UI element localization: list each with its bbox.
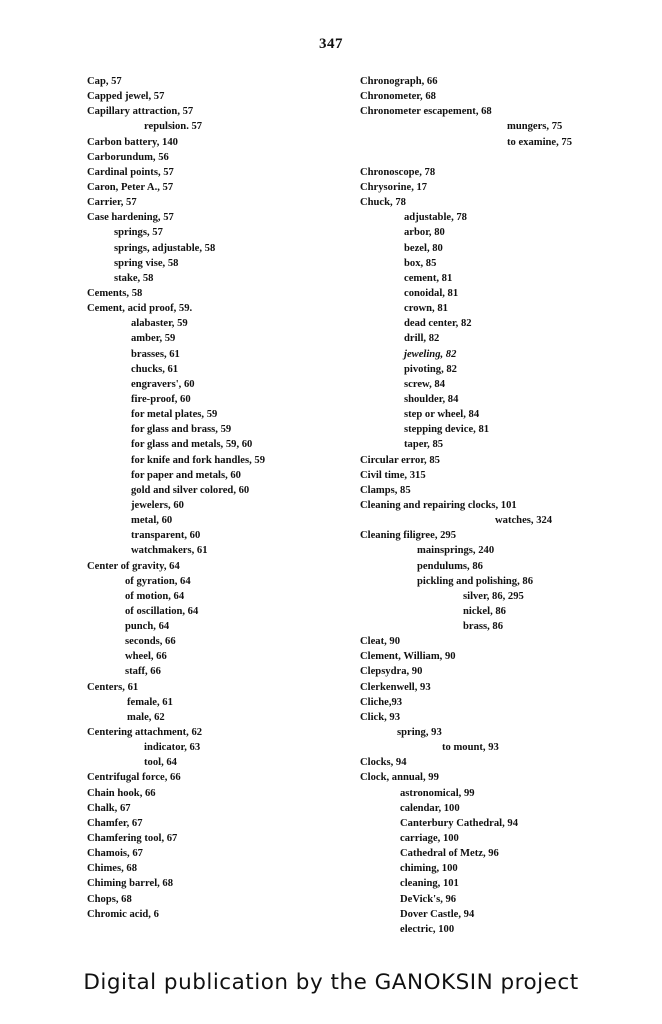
index-entry: drill, 82 xyxy=(404,333,440,345)
index-entry: female, 61 xyxy=(127,696,173,708)
index-entry: Chrysorine, 17 xyxy=(360,181,428,193)
index-entry: jeweling, 82 xyxy=(404,348,457,360)
index-entry: Clerkenwell, 93 xyxy=(360,681,431,693)
index-entry: bezel, 80 xyxy=(404,242,443,254)
index-entry: male, 62 xyxy=(127,711,165,723)
index-entry: metal, 60 xyxy=(131,515,173,527)
index-entry: wheel, 66 xyxy=(125,651,167,663)
index-column-left xyxy=(87,74,347,922)
index-entry: conoidal, 81 xyxy=(404,287,459,299)
index-entry: box, 85 xyxy=(404,257,437,269)
index-entry: to mount, 93 xyxy=(442,742,499,754)
index-entry: mainsprings, 240 xyxy=(417,545,495,557)
index-entry: Click, 93 xyxy=(360,711,401,723)
index-entry: for knife and fork handles, 59 xyxy=(131,454,266,466)
index-entry: arbor, 80 xyxy=(404,227,445,239)
index-entry: spring vise, 58 xyxy=(114,257,179,269)
index-entry: spring, 93 xyxy=(397,727,442,739)
publication-footer: Digital publication by the GANOKSIN project xyxy=(83,970,579,995)
index-entry: Canterbury Cathedral, 94 xyxy=(400,817,518,829)
index-entry: stake, 58 xyxy=(114,272,154,284)
index-entry: Chops, 68 xyxy=(87,893,132,905)
index-entry xyxy=(360,150,600,165)
index-entry: stepping device, 81 xyxy=(404,424,490,436)
index-entry: pivoting, 82 xyxy=(404,363,457,375)
index-entry: Centrifugal force, 66 xyxy=(87,772,181,784)
index-entry: alabaster, 59 xyxy=(131,318,188,330)
index-entry: Cement, acid proof, 59. xyxy=(87,303,193,315)
index-entry: Clepsydra, 90 xyxy=(360,666,423,678)
index-entry: pendulums, 86 xyxy=(417,560,483,572)
index-entry: Chronoscope, 78 xyxy=(360,166,436,178)
index-entry: Clamps, 85 xyxy=(360,484,411,496)
index-entry: amber, 59 xyxy=(131,333,176,345)
index-entry: carriage, 100 xyxy=(400,833,459,845)
index-entry: Capped jewel, 57 xyxy=(87,91,165,103)
index-entry: Chronometer, 68 xyxy=(360,91,436,103)
index-entry: Chamfering tool, 67 xyxy=(87,833,178,845)
page-number: 347 xyxy=(319,36,343,52)
index-entry: pickling and polishing, 86 xyxy=(417,575,533,587)
index-entry: Carbon battery, 140 xyxy=(87,136,178,148)
index-entry: Cliche,93 xyxy=(360,696,403,708)
index-entry: staff, 66 xyxy=(125,666,161,678)
index-entry: Clock, annual, 99 xyxy=(360,772,439,784)
index-entry: for glass and metals, 59, 60 xyxy=(131,439,253,451)
index-entry: brass, 86 xyxy=(463,621,504,633)
index-entry: Chronograph, 66 xyxy=(360,76,438,87)
index-entry: for metal plates, 59 xyxy=(131,409,218,421)
index-entry: repulsion. 57 xyxy=(144,121,203,133)
index-entry: dead center, 82 xyxy=(404,318,472,330)
index-entry: Cardinal points, 57 xyxy=(87,166,174,178)
index-entry: Cathedral of Metz, 96 xyxy=(400,848,499,860)
index-entry: Carrier, 57 xyxy=(87,197,137,209)
index-entry: watches, 324 xyxy=(495,515,553,527)
index-entry: Centering attachment, 62 xyxy=(87,727,203,739)
index-entry: Chamfer, 67 xyxy=(87,817,143,829)
index-entry: Carborundum, 56 xyxy=(87,151,169,163)
index-entry: DeVick's, 96 xyxy=(400,893,457,905)
index-entry: Capillary attraction, 57 xyxy=(87,106,194,118)
index-entry: for glass and brass, 59 xyxy=(131,424,232,436)
index-entry: Chuck, 78 xyxy=(360,197,406,209)
index-entry: Chronometer escapement, 68 xyxy=(360,106,492,118)
index-entry: Chalk, 67 xyxy=(87,802,131,814)
index-entry: chucks, 61 xyxy=(131,363,179,375)
index-entry: transparent, 60 xyxy=(131,530,201,542)
index-entry: seconds, 66 xyxy=(125,636,176,648)
index-entry: electric, 100 xyxy=(400,923,455,935)
index-entry: tool, 64 xyxy=(144,757,177,769)
index-entry: crown, 81 xyxy=(404,303,448,315)
index-entry: of oscillation, 64 xyxy=(125,605,199,617)
index-entry: shoulder, 84 xyxy=(404,393,459,405)
index-entry: mungers, 75 xyxy=(507,121,563,133)
index-entry: silver, 86, 295 xyxy=(463,590,524,602)
index-entry: Dover Castle, 94 xyxy=(400,908,475,920)
index-entry: Cements, 58 xyxy=(87,287,143,299)
index-entry: Center of gravity, 64 xyxy=(87,560,180,572)
index-entry: jewelers, 60 xyxy=(131,499,184,511)
index-entry: Circular error, 85 xyxy=(360,454,440,466)
index-entry: Clocks, 94 xyxy=(360,757,407,769)
index-entry: Cap, 57 xyxy=(87,76,122,87)
index-entry: Chain hook, 66 xyxy=(87,787,156,799)
index-entry: brasses, 61 xyxy=(131,348,180,360)
index-entry: Chiming barrel, 68 xyxy=(87,878,174,890)
index-entry: calendar, 100 xyxy=(400,802,460,814)
index-entry: springs, 57 xyxy=(114,227,163,239)
index-entry: adjustable, 78 xyxy=(404,212,467,224)
index-entry: cleaning, 101 xyxy=(400,878,459,890)
index-entry: of gyration, 64 xyxy=(125,575,191,587)
index-entry: Cleat, 90 xyxy=(360,636,401,648)
index-entry: to examine, 75 xyxy=(507,136,573,148)
index-entry: punch, 64 xyxy=(125,621,170,633)
index-entry: taper, 85 xyxy=(404,439,444,451)
index-entry: watchmakers, 61 xyxy=(131,545,208,557)
index-entry: fire-proof, 60 xyxy=(131,393,191,405)
index-entry: Caron, Peter A., 57 xyxy=(87,181,174,193)
index-entry: gold and silver colored, 60 xyxy=(131,484,250,496)
index-entry: Cleaning filigree, 295 xyxy=(360,530,457,542)
index-entry: Chromic acid, 6 xyxy=(87,908,159,920)
index-entry: Chimes, 68 xyxy=(87,863,138,875)
index-entry: springs, adjustable, 58 xyxy=(114,242,216,254)
index-entry: astronomical, 99 xyxy=(400,787,475,799)
index-entry: step or wheel, 84 xyxy=(404,409,480,421)
index-entry: Case hardening, 57 xyxy=(87,212,174,224)
index-entry: cement, 81 xyxy=(404,272,453,284)
index-entry: indicator, 63 xyxy=(144,742,201,754)
index-entry: for paper and metals, 60 xyxy=(131,469,241,481)
index-entry: chiming, 100 xyxy=(400,863,458,875)
index-entry: nickel, 86 xyxy=(463,605,506,617)
index-entry: Civil time, 315 xyxy=(360,469,426,481)
index-entry: engravers', 60 xyxy=(131,378,195,390)
index-entry: Chamois, 67 xyxy=(87,848,143,860)
index-entry: Cleaning and repairing clocks, 101 xyxy=(360,499,517,511)
index-entry: Centers, 61 xyxy=(87,681,139,693)
index-entry: Clement, William, 90 xyxy=(360,651,456,663)
index-entry: screw, 84 xyxy=(404,378,445,390)
index-entry: of motion, 64 xyxy=(125,590,185,602)
index-column-right xyxy=(360,74,600,937)
